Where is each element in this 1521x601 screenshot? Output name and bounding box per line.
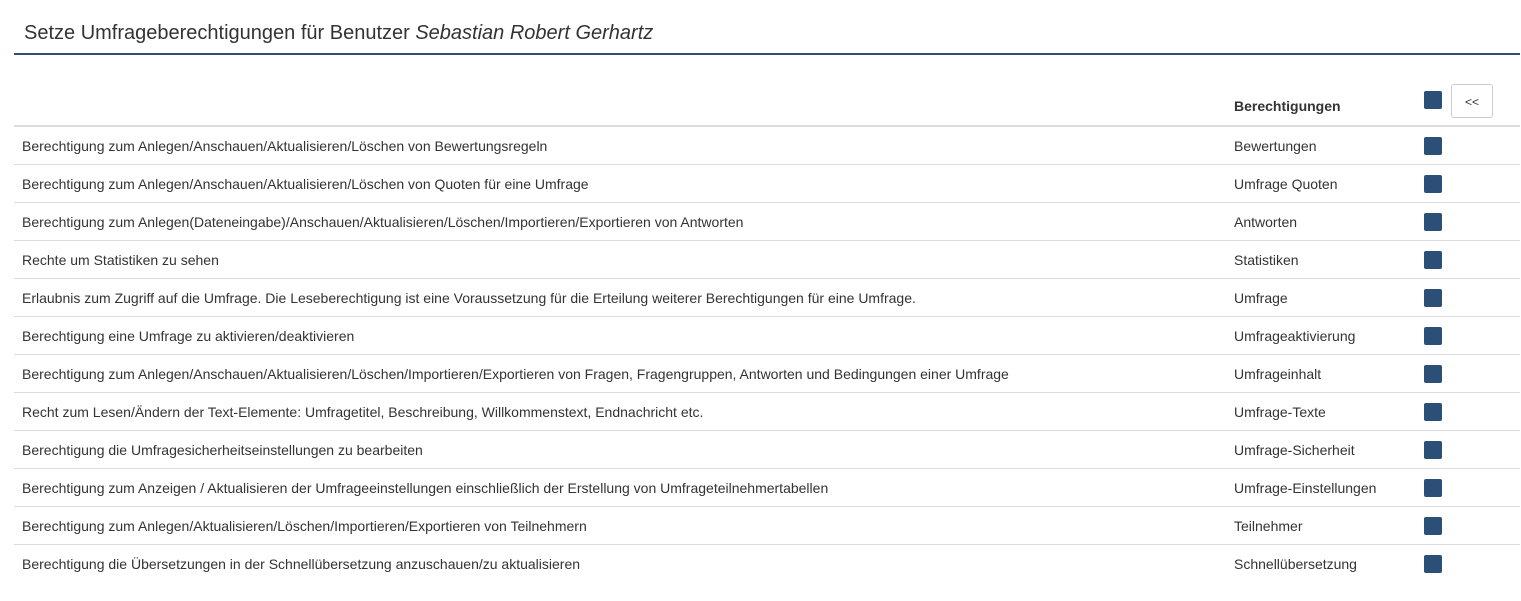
table-row [14,203,1520,241]
permission-name: Bewertungen [1226,126,1416,165]
permission-description: Recht zum Lesen/Ändern der Text-Elemente: Umfragetitel, Beschreibung, Willkommenstext, Endnachricht etc. [14,393,1226,431]
permission-name: Umfrage-Texte [1226,393,1416,431]
permission-description: Berechtigung zum Anlegen/Anschauen/Aktualisieren/Löschen/Importieren/Exportieren von Fragen, Fragengruppen, Antworten und Bedingungen einer Umfrage [14,355,1226,393]
permission-checkbox[interactable] [1424,251,1442,269]
permission-description: Rechte um Statistiken zu sehen [14,241,1226,279]
permission-description: Berechtigung zum Anlegen/Aktualisieren/Löschen/Importieren/Exportieren von Teilnehmern [14,507,1226,545]
table-row [14,393,1520,431]
table-row [14,469,1520,507]
permission-name: Antworten [1226,203,1416,241]
table-row [14,431,1520,469]
permission-description: Erlaubnis zum Zugriff auf die Umfrage. Die Leseberechtigung ist eine Voraussetzung für die Erteilung weiterer Berechtigungen für eine Umfrage. [14,279,1226,317]
table-row [14,317,1520,355]
permission-name: Statistiken [1226,241,1416,279]
page-title-prefix: Setze Umfrageberechtigungen für Benutzer [24,22,410,44]
permission-description: Berechtigung die Übersetzungen in der Schnellübersetzung anzuschauen/zu aktualisieren [14,545,1226,583]
permission-toggle-cell [1416,355,1520,393]
permission-checkbox[interactable] [1424,327,1442,345]
permission-toggle-cell [1416,241,1520,279]
permission-name: Teilnehmer [1226,507,1416,545]
select-all-column-header [1416,85,1520,126]
permission-toggle-cell [1416,279,1520,317]
table-row [14,545,1520,583]
table-row [14,279,1520,317]
permission-toggle-cell [1416,203,1520,241]
page-header [14,0,1520,55]
permission-toggle-cell [1416,507,1520,545]
permission-toggle-cell [1416,469,1520,507]
page-title [24,21,653,45]
permission-description: Berechtigung zum Anlegen(Dateneingabe)/Anschauen/Aktualisieren/Löschen/Importieren/Exportieren von Antworten [14,203,1226,241]
permission-checkbox[interactable] [1424,441,1442,459]
permission-checkbox[interactable] [1424,289,1442,307]
permissions-column-header [1226,85,1416,126]
permission-description: Berechtigung zum Anzeigen / Aktualisieren der Umfrageeinstellungen einschließlich der Erstellung von Umfrageteilnehmertabellen [14,469,1226,507]
permission-name: Umfrage [1226,279,1416,317]
permission-checkbox[interactable] [1424,175,1442,193]
table-row [14,241,1520,279]
permission-toggle-cell [1416,431,1520,469]
table-row [14,165,1520,203]
permission-name: Umfrage Quoten [1226,165,1416,203]
permission-checkbox[interactable] [1424,517,1442,535]
permissions-table-head [14,85,1520,126]
permission-checkbox[interactable] [1424,403,1442,421]
table-row [14,355,1520,393]
permission-toggle-cell [1416,165,1520,203]
permission-name: Schnellübersetzung [1226,545,1416,583]
permission-name: Umfrageinhalt [1226,355,1416,393]
permission-description: Berechtigung zum Anlegen/Anschauen/Aktualisieren/Löschen von Quoten für eine Umfrage [14,165,1226,203]
permission-description: Berechtigung zum Anlegen/Anschauen/Aktualisieren/Löschen von Bewertungsregeln [14,126,1226,165]
permission-toggle-cell [1416,545,1520,583]
permission-description: Berechtigung die Umfragesicherheitseinstellungen zu bearbeiten [14,431,1226,469]
permission-checkbox[interactable] [1424,365,1442,383]
permission-toggle-cell [1416,393,1520,431]
select-all-wrap [1416,85,1520,125]
permissions-table-body [14,126,1520,582]
collapse-button[interactable]: << [1451,84,1493,118]
permission-checkbox[interactable] [1424,479,1442,497]
permission-name: Umfrage-Sicherheit [1226,431,1416,469]
page-title-user-name: Sebastian Robert Gerhartz [415,22,654,44]
permission-name: Umfrage-Einstellungen [1226,469,1416,507]
description-column-header [14,85,1226,126]
permission-description: Berechtigung eine Umfrage zu aktivieren/deaktivieren [14,317,1226,355]
permissions-column-label: Berechtigungen [1234,98,1341,114]
permission-toggle-cell [1416,126,1520,165]
permission-checkbox[interactable] [1424,555,1442,573]
permission-checkbox[interactable] [1424,137,1442,155]
table-row [14,507,1520,545]
table-row [14,126,1520,165]
permission-checkbox[interactable] [1424,213,1442,231]
permission-name: Umfrageaktivierung [1226,317,1416,355]
table-header-row [14,85,1520,126]
select-all-checkbox[interactable] [1424,91,1442,109]
permission-toggle-cell [1416,317,1520,355]
permissions-table [14,85,1520,582]
